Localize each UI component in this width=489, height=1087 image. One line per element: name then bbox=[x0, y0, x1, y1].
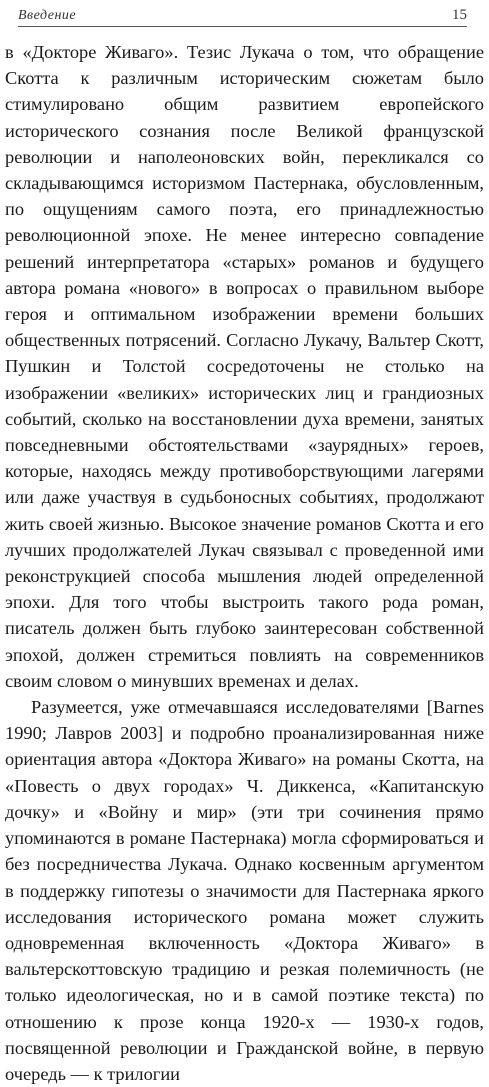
paragraph: Разумеется, уже отмечавшаяся исследователями [Barnes 1990; Лавров 2003] и подробно проанализированная ниже ориентация автора «Доктора Живаго» на романы Скотта, на «Повесть о двух городах» Ч. Диккенса, «Капитанскую дочку» и «Войну и мир» (эти три сочинения прямо упоминаются в романе Пастернака) могла сформироваться и без посредничества Лукача. Однако косвенным аргументом в поддержку гипотезы о значимости для Пастернака яркого исследования исторического романа может служить одновременная включенность «Доктора Живаго» в вальтерскоттовскую традицию и резкая полемичность (не только идеологическая, но и в самой поэтике текста) по отношению к прозе конца 1920-х — 1930-х годов, посвященной революции и Гражданской войне, в первую очередь — к трилогии bbox=[5, 697, 484, 1084]
page-number: 15 bbox=[452, 7, 467, 23]
section-title: Введение bbox=[18, 8, 77, 23]
body-text bbox=[5, 39, 484, 1087]
paragraph-continued: в «Докторе Живаго». Тезис Лукача о том, что обращение Скотта к различным историческим сюжетам было стимулировано общим развитием европейского исторического сознания после Великой французской революции и наполеоновских войн, перекликался со складывающимся историзмом Пастернака, обусловленным, по ощущениям самого поэта, его принадлежностью революционной эпохе. Не менее интересно совпадение решений интерпретатора «старых» романов и будущего автора романа «нового» в вопросах о правильном выборе героя и оптимальном изображении времени больших общественных потрясений. Согласно Лукачу, Вальтер Скотт, Пушкин и Толстой сосредоточены не столько на изображении «великих» исторических лиц и грандиозных событий, сколько на восстановлении духа времени, занятых повседневными обстоятельствами «заурядных» героев, которые, находясь между противоборствующими лагерями или даже участвуя в судьбоносных событиях, продолжают жить своей жизнью. Высокое значение романов Скотта и его лучших продолжателей Лукач связывал с проведенной ими реконструкцией способа мышления людей определенной эпохи. Для того чтобы выстроить такого рода роман, писатель должен быть глубоко заинтересован собственной эпохой, должен стремиться повлиять на современников своим словом о минувших временах и делах. bbox=[5, 42, 484, 691]
running-header bbox=[18, 4, 467, 27]
